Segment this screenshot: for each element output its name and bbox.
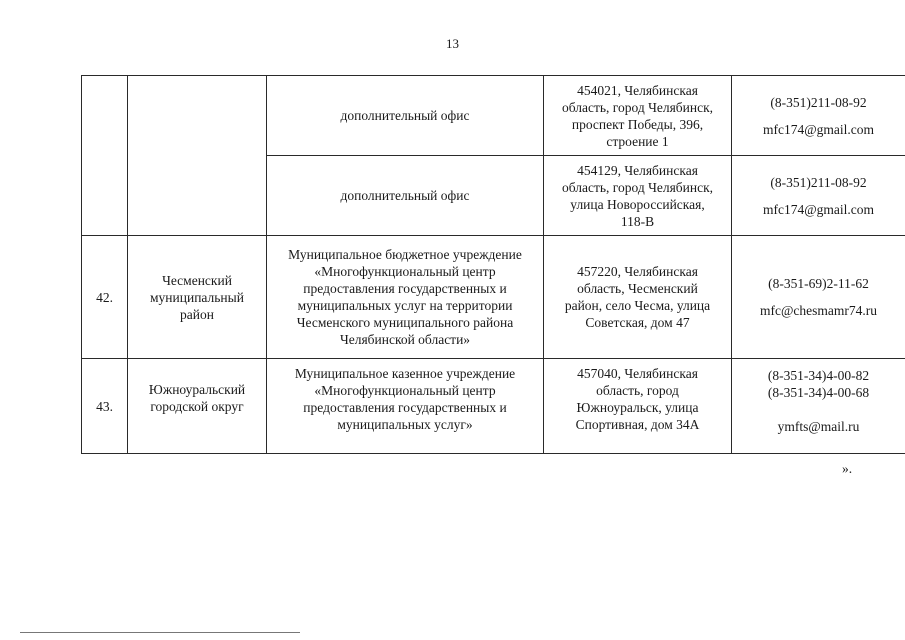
- organization-line: «Многофункциональный центр: [314, 264, 496, 279]
- address-line: область, город: [596, 383, 679, 398]
- organization-line: дополнительный офис: [340, 188, 470, 203]
- organization-cell: [267, 76, 544, 156]
- address-line: 457040, Челябинская: [577, 366, 698, 381]
- address-cell: [544, 156, 732, 236]
- organization-line: муниципальных услуг на территории: [297, 298, 513, 313]
- organization-line: Чесменского муниципального района: [296, 315, 514, 330]
- contacts-cell: [732, 236, 905, 359]
- organization-line: Муниципальное казенное учреждение: [294, 366, 516, 381]
- organization-line: Челябинской области»: [339, 332, 471, 347]
- address-line: проспект Победы, 396,: [571, 116, 704, 132]
- row-number-cell: [82, 76, 128, 236]
- organization-line: муниципальных услуг»: [337, 417, 473, 432]
- address-line: область, Чесменский: [577, 281, 698, 296]
- closing-quote: ».: [842, 461, 853, 476]
- phone: (8-351)211-08-92: [770, 94, 867, 110]
- district-cell: [128, 359, 267, 454]
- district-line: район: [180, 306, 214, 322]
- address-cell: [544, 236, 732, 359]
- page-number: 13: [446, 36, 459, 51]
- contacts-cell: [732, 359, 905, 454]
- address-line: район, село Чесма, улица: [564, 298, 711, 313]
- district-line: муниципальный: [150, 289, 244, 305]
- address-line: Советская, дом 47: [585, 315, 690, 330]
- address-cell: [544, 76, 732, 156]
- footer-rule: [20, 632, 300, 633]
- row-number-cell: [82, 236, 128, 359]
- organization-line: дополнительный офис: [340, 108, 470, 123]
- table-row: [82, 359, 905, 454]
- address-line: область, город Челябинск,: [561, 179, 714, 195]
- phone: (8-351)211-08-92: [770, 174, 867, 190]
- district-line: Чесменский: [162, 272, 232, 288]
- table-row: [82, 76, 905, 156]
- address-line: 457220, Челябинская: [577, 264, 698, 279]
- table-row: [82, 236, 905, 359]
- address-cell: [544, 359, 732, 454]
- address-line: Спортивная, дом 34А: [575, 417, 700, 432]
- phone: (8-351-34)4-00-68: [767, 385, 870, 400]
- address-line: область, город Челябинск,: [561, 99, 714, 115]
- address-line: улица Новороссийская,: [570, 196, 705, 212]
- email: mfc@chesmamr74.ru: [759, 303, 878, 318]
- address-line: 118-В: [620, 213, 655, 229]
- district-cell: [128, 76, 267, 236]
- organization-cell: [267, 236, 544, 359]
- email: ymfts@mail.ru: [777, 419, 860, 434]
- address-line: 454021, Челябинская: [577, 82, 698, 98]
- district-line: городской округ: [150, 399, 244, 414]
- phone: (8-351-34)4-00-82: [767, 368, 870, 383]
- email: mfc174@gmail.com: [762, 201, 875, 217]
- mfc-registry-table: [81, 75, 905, 454]
- district-cell: [128, 236, 267, 359]
- address-line: 454129, Челябинская: [577, 162, 698, 178]
- organization-cell: [267, 359, 544, 454]
- organization-cell: [267, 156, 544, 236]
- organization-line: предоставления государственных и: [303, 281, 507, 296]
- phone: (8-351-69)2-11-62: [768, 276, 869, 291]
- organization-line: предоставления государственных и: [303, 400, 507, 415]
- email: mfc174@gmail.com: [762, 121, 875, 137]
- row-number: 43.: [96, 398, 113, 414]
- organization-line: «Многофункциональный центр: [314, 383, 496, 398]
- row-number: 42.: [96, 289, 113, 305]
- address-line: Южноуральск, улица: [576, 400, 699, 415]
- contacts-cell: [732, 76, 905, 156]
- address-line: строение 1: [606, 133, 669, 149]
- contacts-cell: [732, 156, 905, 236]
- organization-line: Муниципальное бюджетное учреждение: [288, 247, 522, 262]
- district-line: Южноуральский: [148, 382, 246, 397]
- row-number-cell: [82, 359, 128, 454]
